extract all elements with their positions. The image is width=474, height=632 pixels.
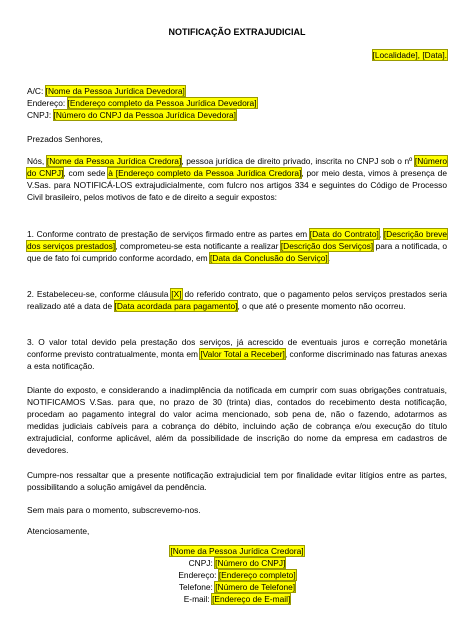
signature-phone-line bbox=[0, 582, 474, 594]
creditor-address-field: à [Endereço completo da Pessoa Jurídica Credora] bbox=[108, 167, 302, 178]
item2-text-3: , o que até o presente momento não ocorreu. bbox=[237, 300, 406, 311]
total-value-field: [Valor Total a Receber] bbox=[200, 348, 285, 359]
signature-name-field: [Nome da Pessoa Jurídica Credora] bbox=[170, 546, 304, 556]
intro-text-3: , com sede bbox=[63, 167, 106, 178]
address-line bbox=[27, 98, 447, 110]
intro-text-4: , por meio desta, vimos à presença de V.Sas. para NOTIFICÁ-LOS extrajudicialmente, com fulcro nos artigos 334 e seguintes do Código de Processo Civil brasileiro, pelos motivos de fato e de direito a seguir expostos: bbox=[27, 167, 447, 202]
signature-name-line bbox=[0, 546, 474, 558]
amicable-paragraph: Cumpre-nos ressaltar que a presente notificação extrajudicial tem por finalidade evitar litígios entre as partes, possibilitando a solução amigável da pendência. bbox=[27, 470, 447, 492]
signature-cnpj-field: [Número do CNPJ] bbox=[215, 557, 286, 568]
item1-text-3: , comprometeu-se esta notificante a realizar bbox=[115, 240, 279, 251]
intro-paragraph bbox=[27, 156, 447, 204]
addressee-block bbox=[27, 86, 447, 122]
debtor-cnpj-field: [Número do CNPJ da Pessoa Jurídica Devedora] bbox=[53, 109, 237, 120]
item2-text-2: do referido contrato, que o pagamento pelos serviços prestados seria realizado até a data de bbox=[27, 289, 448, 311]
ac-label: A/C: bbox=[27, 86, 44, 96]
cnpj-label: CNPJ: bbox=[27, 109, 52, 120]
item1-text-5: . bbox=[327, 252, 331, 263]
cnpj-line bbox=[27, 110, 447, 122]
address-label: Endereço: bbox=[27, 97, 66, 108]
creditor-name-field: [Nome da Pessoa Jurídica Credora] bbox=[46, 156, 182, 166]
completion-date-field: [Data da Conclusão do Serviço] bbox=[209, 252, 328, 263]
debtor-name-field: [Nome da Pessoa Jurídica Devedora] bbox=[45, 86, 185, 96]
closing-paragraph: Diante do exposto, e considerando a inadimplência da notificada em cumprir com suas obrigações contratuais, NOTIFICAMOS V.Sas. para que, no prazo de 30 (trinta) dias, contados do recebimento desta notificação, procedam ao pagamento integral do valor acima mencionado, sob pena de, não o fazendo, adotarmos as medidas judiciais cabíveis para a cobrança do débito, incluindo ação de cobrança e/ou execução do título extrajudicial, conforme aplicável, além da possibilidade de inscrição do nome da empresa em cadastros de devedores. bbox=[27, 385, 447, 455]
item3-text-2: , conforme discriminado nas faturas anexas a esta notificação. bbox=[27, 348, 447, 371]
item3-text-1: 3. O valor total devido pela prestação dos serviços, já acrescido de eventuais juros e correção monetária conforme previsto contratualmente, monta em bbox=[27, 337, 447, 359]
services-description-field: [Descrição breve dos serviços prestados] bbox=[27, 229, 448, 251]
item-1-paragraph bbox=[27, 229, 447, 265]
salutation: Prezados Senhores, bbox=[27, 134, 103, 144]
farewell-line: Sem mais para o momento, subscrevemo-nos. bbox=[27, 505, 201, 515]
signature-phone-label: Telefone: bbox=[178, 581, 213, 592]
item-2-paragraph bbox=[27, 289, 447, 313]
place-date-field: [Localidade], [Data]. bbox=[372, 50, 447, 60]
signature-address-label: Endereço: bbox=[178, 569, 217, 580]
payment-date-field: [Data acordada para pagamento] bbox=[114, 300, 238, 311]
place-date bbox=[27, 50, 447, 62]
addressee-line bbox=[27, 86, 447, 98]
regards-line: Atenciosamente, bbox=[27, 526, 90, 536]
signature-phone-field: [Número de Telefone] bbox=[215, 581, 296, 592]
item1-text-2: , bbox=[378, 229, 382, 239]
intro-text-2: , pessoa jurídica de direito privado, inscrita no CNPJ sob o nº bbox=[181, 156, 413, 166]
signature-address-line bbox=[0, 570, 474, 582]
services-detail-field: [Descrição dos Serviços] bbox=[280, 240, 374, 251]
signature-address-field: [Endereço completo] bbox=[218, 569, 296, 580]
clause-field: [X] bbox=[171, 289, 182, 299]
signature-email-field: [Endereço de E-mail] bbox=[212, 593, 291, 604]
signature-cnpj-line bbox=[0, 558, 474, 570]
item1-text-4: para a notificada, o que de fato foi cumprido conforme acordado, em bbox=[27, 240, 447, 263]
document-title: NOTIFICAÇÃO EXTRAJUDICIAL bbox=[168, 27, 306, 37]
item2-text-1: 2. Estabeleceu-se, conforme cláusula bbox=[27, 289, 169, 299]
creditor-cnpj-field: [Número do CNPJ] bbox=[27, 156, 448, 178]
item1-text-1: 1. Conforme contrato de prestação de serviços firmado entre as partes em bbox=[27, 229, 308, 239]
debtor-address-field: [Endereço completo da Pessoa Jurídica Devedora] bbox=[67, 97, 257, 108]
item-3-paragraph bbox=[27, 337, 447, 373]
signature-cnpj-label: CNPJ: bbox=[188, 557, 213, 568]
signature-email-line bbox=[0, 594, 474, 606]
signature-block bbox=[0, 546, 474, 606]
signature-email-label: E-mail: bbox=[183, 593, 210, 604]
contract-date-field: [Data do Contrato] bbox=[309, 229, 379, 239]
intro-text-1: Nós, bbox=[27, 156, 45, 166]
